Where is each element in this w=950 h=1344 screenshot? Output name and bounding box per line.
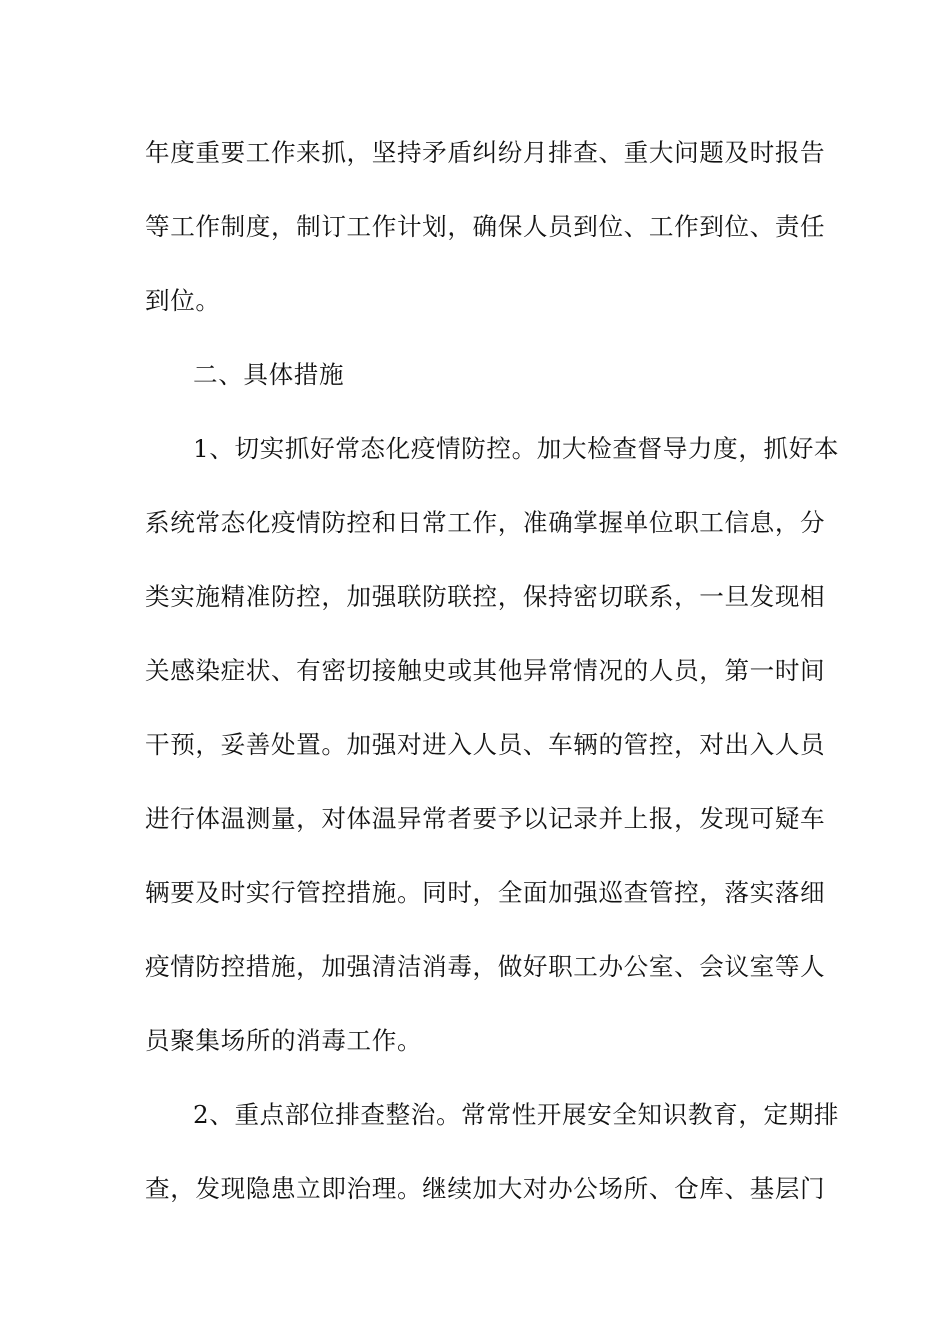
paragraph-line: 干预，妥善处置。加强对进入人员、车辆的管控，对出入人员	[145, 730, 826, 759]
paragraph-line: 查，发现隐患立即治理。继续加大对办公场所、仓库、基层门	[145, 1174, 826, 1203]
paragraph-line: 进行体温测量，对体温异常者要予以记录并上报，发现可疑车	[145, 804, 826, 833]
paragraph-line: 系统常态化疫情防控和日常工作，准确掌握单位职工信息，分	[145, 508, 826, 537]
paragraph-line: 员聚集场所的消毒工作。	[145, 1026, 423, 1055]
paragraph-line: 年度重要工作来抓，坚持矛盾纠纷月排查、重大问题及时报告	[145, 138, 826, 167]
paragraph-line: 2、重点部位排查整治。常常性开展安全知识教育，定期排	[193, 1100, 840, 1129]
paragraph-line: 1、切实抓好常态化疫情防控。加大检查督导力度，抓好本	[193, 434, 840, 463]
paragraph-line: 到位。	[145, 286, 221, 315]
paragraph-line: 疫情防控措施，加强清洁消毒，做好职工办公室、会议室等人	[145, 952, 826, 981]
section-heading: 二、具体措施	[193, 360, 345, 389]
paragraph-line: 关感染症状、有密切接触史或其他异常情况的人员，第一时间	[145, 656, 826, 685]
paragraph-line: 辆要及时实行管控措施。同时，全面加强巡查管控，落实落细	[145, 878, 826, 907]
paragraph-line: 等工作制度，制订工作计划，确保人员到位、工作到位、责任	[145, 212, 826, 241]
paragraph-line: 类实施精准防控，加强联防联控，保持密切联系，一旦发现相	[145, 582, 826, 611]
